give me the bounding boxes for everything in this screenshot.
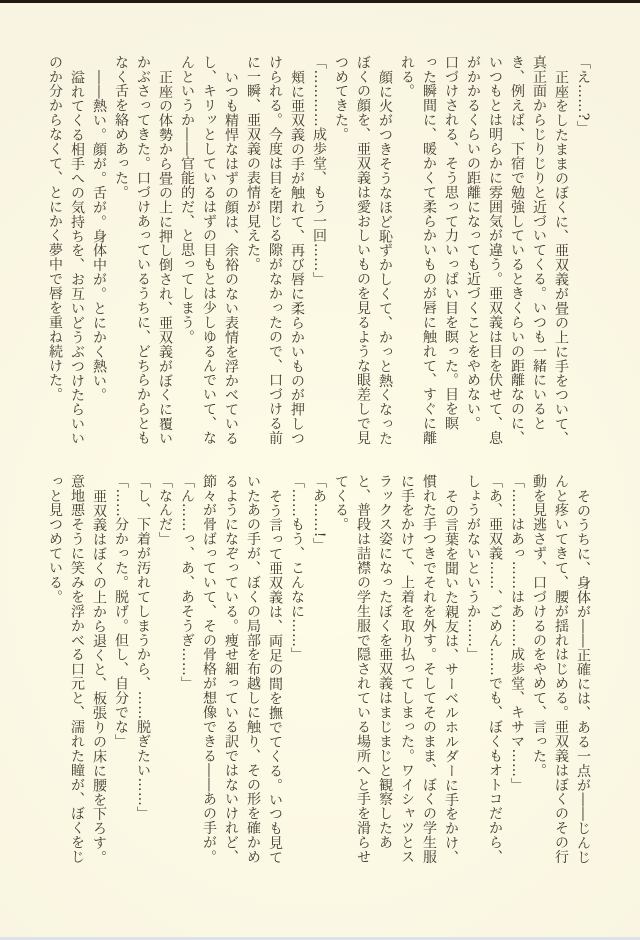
text-column: 亜双義はぼくの上から退くと、板張りの床に腰を下ろす。 <box>91 489 107 865</box>
text-column: がかかるくらいの距離になっても近づくことをやめない。 <box>465 55 481 431</box>
text-column: に手をかけて、上着を取り払ってしまった。ワイシャツとス <box>399 474 415 865</box>
text-block-top <box>44 55 594 453</box>
text-column: 「……分かった。脱げ。但し、自分でな」 <box>113 474 129 749</box>
text-column: いたあの手が、ぼくの局部を布越しに触り、その形を確かめ <box>245 474 261 865</box>
text-column: のか分からなくて、とにかく夢中で唇を重ね続けた。 <box>47 55 63 402</box>
text-column: れる。 <box>399 55 415 99</box>
text-column: 溢れてくる相手への気持ちを、お互いどうぶつけたらいい <box>69 70 85 446</box>
text-column: 動を見逃さず、口づけるのをやめて、言った。 <box>531 474 547 778</box>
text-column: 「ん……っ、あ、あそうぎ……」 <box>179 474 195 691</box>
text-column: 正座をしたままのぼくに、亜双義が畳の上に手をついて、 <box>553 70 569 446</box>
text-column: 慣れた手つきでそれを外す。そしてそのまま、ぼくの学生服 <box>421 474 437 865</box>
text-column: ――熱い。顔が。舌が。身体中が。とにかく熱い。 <box>91 70 107 403</box>
text-column: 真正面からじりじりと近づいてくる。いつも一緒にいると <box>531 55 547 431</box>
text-column: そう言って亜双義は、両足の間を撫でてくる。いつも見て <box>267 489 283 865</box>
text-column: その言葉を聞いた親友は、サーベルホルダーに手をかけ、 <box>443 489 459 865</box>
text-column: かぶさってきた。口づけあっているうちに、どちらからとも <box>135 55 151 446</box>
text-column: ぼくの顔を、亜双義は愛おしいものを見るような眼差しで見 <box>355 55 371 446</box>
text-column: 顔に火がつきそうなほど恥ずかしくて、かっと熱くなった <box>377 70 393 446</box>
text-column: 「……はあっ……はあ……成歩堂、キサマ……」 <box>509 474 525 792</box>
text-column: ラックス姿になったぼくを亜双義はまじまじと観察したあ <box>377 474 393 850</box>
text-column: 「なんだ」 <box>157 474 173 547</box>
text-column: 「…………成歩堂、もう一回……」 <box>311 55 327 287</box>
text-column: 節々が骨ばっていて、その骨格が想像できる――あの手が。 <box>201 474 217 865</box>
text-column: んと疼いてきて、腰が揺れはじめる。亜双義はぼくのその行 <box>553 474 569 865</box>
text-column: と、普段は詰襟の学生服で隠されている場所へと手を滑らせ <box>355 474 371 865</box>
text-column: 意地悪そうに笑みを浮かべる口元と、濡れた瞳が、ぼくをじ <box>69 474 85 865</box>
text-column: 「あ、亜双義……、ごめん……でも、ぼくもオトコだから、 <box>487 474 503 865</box>
text-column: るようになぞっている。痩せ細っている訳ではないけれど、 <box>223 474 239 865</box>
text-column: んというか――官能的だ、と思ってしまう。 <box>179 55 195 344</box>
text-column: てくる。 <box>333 474 349 532</box>
text-column: いつも精悍なはずの顔は、余裕のない表情を浮かべている <box>223 70 239 446</box>
text-column: 「……もう、こんなに……」 <box>289 474 305 662</box>
text-column: に一瞬、亜双義の表情が見えた。 <box>245 55 261 272</box>
scan-edge-top <box>0 0 640 3</box>
text-column: 頬に亜双義の手が触れて、再び唇に柔らかいものが押しつ <box>289 70 305 446</box>
text-column: った瞬間に、暖かくて柔らかいものが唇に触れて、すぐに離 <box>421 55 437 446</box>
text-column: 口づけされる、そう思って力いっぱい目を瞑った。目を瞑 <box>443 55 459 431</box>
text-column: つめてきた。 <box>333 55 349 142</box>
text-column: けられる。今度は目を閉じる隙がなかったので、口づける前 <box>267 55 283 446</box>
text-column: いつもとは明らかに雰囲気が違う。亜双義は目を伏せて、息 <box>487 55 503 446</box>
text-column: し、キリッとしているはずの目もとは少しゆるんでいて、な <box>201 55 217 446</box>
text-column: そのうちに、身体が――正確には、ある一点が――じんじ <box>575 489 591 865</box>
text-column: 「え……?」 <box>575 55 591 136</box>
text-column: 正座の体勢から畳の上に押し倒され、亜双義がぼくに覆い <box>157 70 173 446</box>
text-column: なく舌を絡めあった。 <box>113 55 129 200</box>
text-column: 「し、下着が汚れてしまうから、……脱ぎたい……」 <box>135 474 151 821</box>
text-column: 「あ……!」 <box>311 474 327 553</box>
text-column: しょうがないというか……」 <box>465 474 481 662</box>
text-block-bottom <box>44 474 594 886</box>
text-column: っと見つめている。 <box>47 474 63 605</box>
text-column: き、例えば、下宿で勉強しているときくらいの距離なのに、 <box>509 55 525 446</box>
